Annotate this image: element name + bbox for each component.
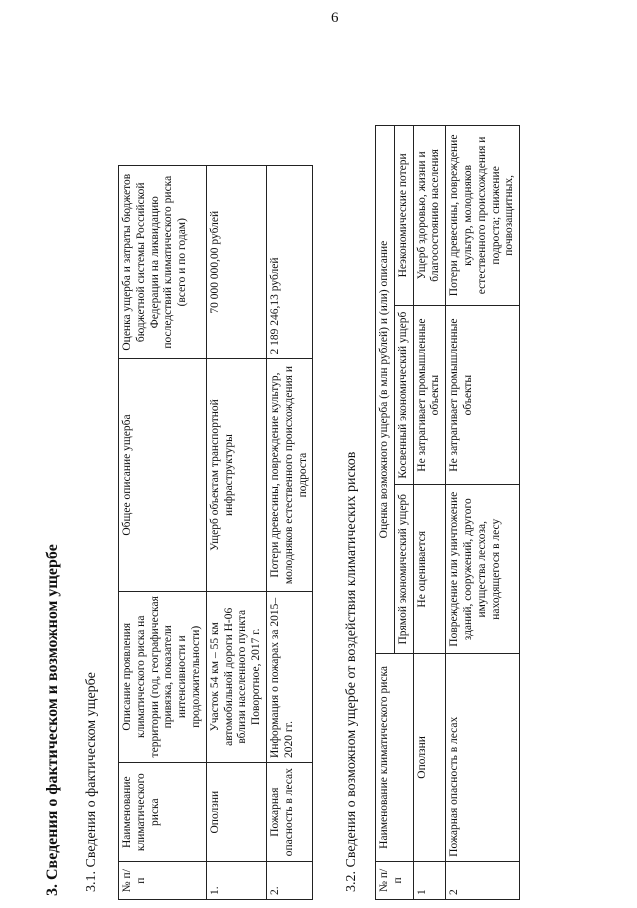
header-cell: Прямой экономический ущерб (394, 485, 413, 654)
table-cell: 2 189 246,13 рублей (266, 166, 312, 359)
table-cell: 1 (413, 861, 446, 899)
table-cell: 70 000 000,00 рублей (206, 166, 266, 359)
table-header-row (119, 166, 207, 900)
header-cell: Косвенный экономический ущерб (394, 305, 413, 485)
header-cell: Наименование климатического риска (119, 762, 207, 861)
table-cell: 2. (266, 862, 312, 900)
table-row (266, 166, 312, 900)
table-cell: Участок 54 км – 55 км автомобильной дороги Н-06 вблизи населенного пункта Поворотное, 2017 г. (206, 591, 266, 762)
page-number: 6 (331, 10, 339, 26)
table-cell: Потери древесины, повреждение культур, молодняков естественного происхождения и подроста (266, 359, 312, 591)
table-cell: Потери древесины, повреждение культур, молодняков естественного происхождения и подроста; снижение почвозащитных, (446, 126, 520, 306)
table-cell: Пожарная опасность в лесах (266, 762, 312, 861)
table-cell: Не затрагивает промышленные объекты (446, 305, 520, 485)
table-row (446, 126, 520, 900)
table-cell: 2 (446, 861, 520, 899)
table-cell: Не оценивается (413, 485, 446, 654)
header-cell: Наименование климатического риска (376, 654, 414, 862)
table-cell: Ущерб здоровью, жизни и благосостоянию населения (413, 126, 446, 306)
rotated-content (40, 48, 600, 908)
table-cell: Повреждение или уничтожение зданий, сооружений, другого имущества лесхоза, находящегося в лесу (446, 485, 520, 654)
table-cell: Не затрагивает промышленные объекты (413, 305, 446, 485)
table-cell: Пожарная опасность в лесах (446, 654, 520, 862)
table-row (413, 126, 446, 900)
table-cell: Ущерб объектам транспортной инфраструктуры (206, 359, 266, 591)
table-cell: Оползни (206, 762, 266, 861)
header-cell: Оценка ущерба и затраты бюджетов бюджетной системы Российской Федерации на ликвидацию последствий климатического риска (всего и по годам) (119, 166, 207, 359)
header-cell: Оценка возможного ущерба (в млн рублей) и (или) описание (376, 126, 395, 654)
actual-damage-table (118, 165, 313, 900)
header-cell: № п/п (119, 862, 207, 900)
actual-damage-title: 3.1. Сведения о фактическом ущербе (84, 672, 99, 892)
table-header-row (376, 126, 395, 900)
section-heading: 3. Сведения о фактическом и возможном ущербе (44, 544, 61, 896)
header-cell: Описание проявления климатического риска на территории (год, географическая привязка, показатели интенсивности и продолжительности) (119, 591, 207, 762)
header-cell: Общее описание ущерба (119, 359, 207, 591)
header-cell: № п/п (376, 861, 414, 899)
table-cell: 1. (206, 862, 266, 900)
table-row (206, 166, 266, 900)
possible-damage-table (375, 125, 520, 900)
header-cell: Неэкономические потери (394, 126, 413, 306)
table-cell: Оползни (413, 654, 446, 862)
table-cell: Информация о пожарах за 2015–2020 гг. (266, 591, 312, 762)
possible-damage-title: 3.2. Сведения о возможном ущербе от воздействия климатических рисков (344, 451, 359, 892)
